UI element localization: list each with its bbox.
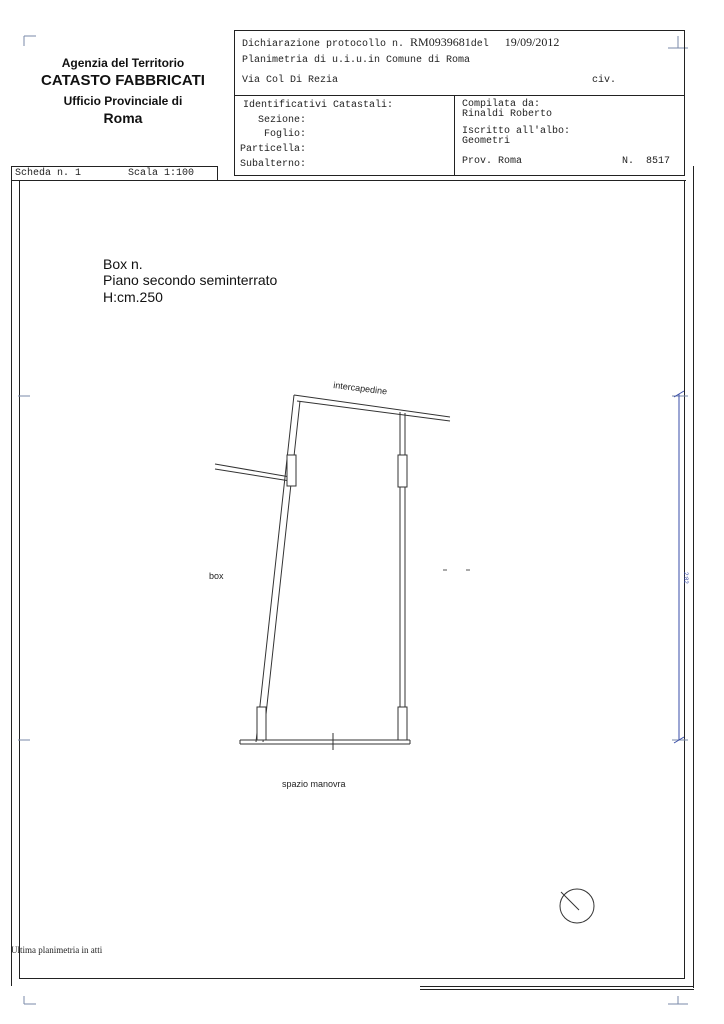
planimetria-comune: Planimetria di u.i.u.in Comune di Roma (242, 55, 471, 66)
particella-label: Particella: (240, 144, 307, 155)
subalterno-label: Subalterno: (240, 159, 307, 170)
numero-label: N. (622, 156, 635, 167)
ufficio-provinciale: Ufficio Provinciale di (63, 94, 183, 108)
scala-label: Scala 1:100 (128, 168, 195, 179)
left-wall (256, 395, 300, 742)
identificativi-title: Identificativi Catastali: (243, 100, 394, 111)
north-arrow (560, 889, 594, 923)
civ-label: civ. (592, 75, 617, 86)
svg-text:2:82: 2:82 (682, 572, 688, 584)
sezione-label: Sezione: (258, 115, 307, 126)
protocol-date: 19/09/2012 (504, 35, 560, 49)
del-label: del (470, 39, 489, 50)
albo-value: Geometri (462, 136, 511, 147)
prov-label: Prov. Roma (462, 156, 523, 167)
spazio-manovra-label: spazio manovra (282, 779, 346, 789)
pillar-left-bottom (257, 707, 266, 740)
compilata-label: Compilata da: (462, 99, 541, 110)
foglio-label: Foglio: (264, 129, 307, 140)
box-title: Box n. (103, 256, 143, 272)
threshold (240, 740, 410, 744)
numero-value: 8517 (646, 156, 671, 167)
pillar-left-top (287, 455, 296, 486)
agency-name: Agenzia del Territorio (61, 56, 185, 70)
catasto-fabbricati-title: CATASTO FABBRICATI (41, 72, 205, 89)
ufficio-city: Roma (103, 110, 143, 126)
pillar-right-bottom (398, 707, 407, 740)
box-neighbor-label: box (209, 571, 224, 581)
neighbor-wall (215, 464, 290, 481)
top-wall (294, 395, 450, 421)
protocol-label: Dichiarazione protocollo n. (242, 39, 405, 50)
scheda-number: Scheda n. 1 (15, 168, 82, 179)
intercapedine-label: intercapedine (332, 380, 388, 397)
compilata-name: Rinaldi Roberto (462, 109, 553, 120)
floor-label: Piano secondo seminterrato (103, 272, 278, 288)
ultima-planimetria-note: Ultima planimetria in atti (11, 945, 103, 955)
iscritto-label: Iscritto all'albo: (462, 126, 571, 137)
pillar-right-top (398, 455, 407, 487)
protocol-number: RM0939681 (410, 35, 471, 49)
height-label: H:cm.250 (103, 289, 163, 305)
address: Via Col Di Rezia (242, 75, 339, 86)
